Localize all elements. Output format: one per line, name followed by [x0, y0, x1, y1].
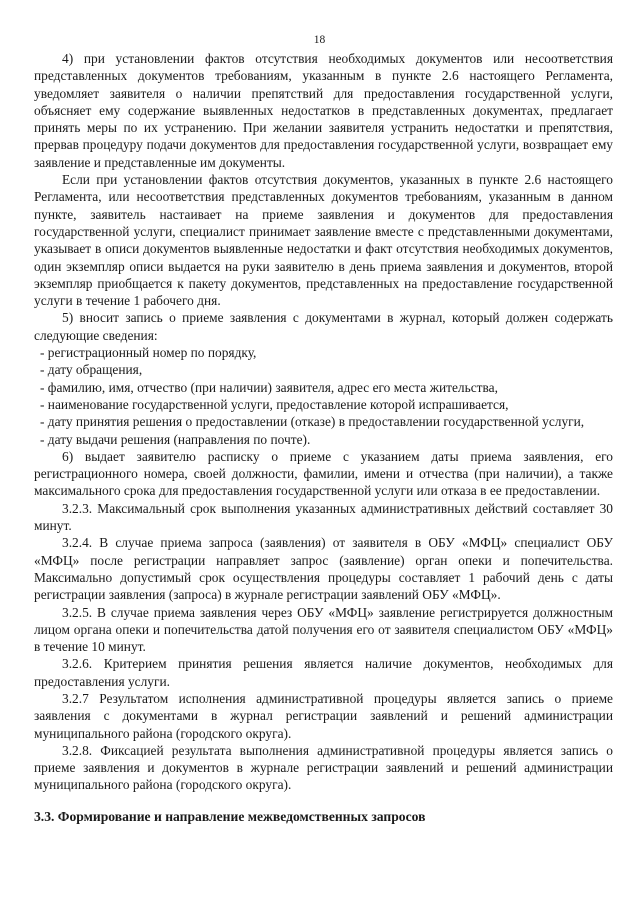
- paragraph-item-5: 5) вносит запись о приеме заявления с документами в журнал, который должен содержать следующие сведения:: [34, 310, 613, 343]
- page-number: 18: [313, 34, 326, 46]
- list-item: - фамилию, имя, отчество (при наличии) заявителя, адрес его места жительства,: [40, 379, 498, 395]
- paragraph-3-2-4: 3.2.4. В случае приема запроса (заявления) от заявителя в ОБУ «МФЦ» специалист ОБУ «МФЦ» после регистрации направляет запрос (заявление) орган опеки и попечительства. Максимально допустимый срок осуществления процедуры составляет 1 рабочий день с даты регистрации заявления (запроса) в журнале регистрации заявлений ОБУ «МФЦ».: [34, 535, 613, 603]
- document-body: [34, 50, 613, 825]
- paragraph-3-2-7: 3.2.7 Результатом исполнения административной процедуры является запись о приеме заявления с документами в журнал регистрации заявлений и решений администрации муниципального района (городского округа).: [34, 690, 613, 741]
- paragraph-3-2-3: 3.2.3. Максимальный срок выполнения указанных административных действий составляет 30 минут.: [34, 500, 613, 534]
- section-spacer: [34, 794, 613, 808]
- list-item: - дату обращения,: [40, 362, 143, 378]
- section-heading: 3.3. Формирование и направление межведомственных запросов: [34, 808, 426, 824]
- paragraph-item-6: 6) выдает заявителю расписку о приеме с указанием даты приема заявления, его регистрационного номера, своей должности, фамилии, имени и отчества (при наличии), а также максимального срока для предоставления государственной услуги или отказа в ее предоставлении.: [34, 448, 613, 499]
- paragraph-3-2-5: 3.2.5. В случае приема заявления через ОБУ «МФЦ» заявление регистрируется должностным лицом органа опеки и попечительства датой получения его от заявителя специалистом ОБУ «МФЦ» в течение 10 минут.: [34, 604, 613, 655]
- list-item: - дату принятия решения о предоставлении (отказе) в предоставлении государственной услуги,: [40, 414, 585, 430]
- paragraph-3-2-6: 3.2.6. Критерием принятия решения является наличие документов, необходимых для предоставления услуги.: [34, 656, 613, 689]
- paragraph-3-2-8: 3.2.8. Фиксацией результата выполнения административной процедуры является запись о приеме заявления и документов в журнале регистрации заявлений и решений администрации муниципального района (городского округа).: [34, 742, 613, 793]
- paragraph-missing-documents: Если при установлении фактов отсутствия документов, указанных в пункте 2.6 настоящего Регламента, или несоответствия представленных документов требованиям, указанным в данном пункте, заявитель настаивает на приеме заявления и документов для предоставления государственной услуги, специалист принимает заявление вместе с представленными документами, указывает в описи документов выявленные недостатки и факт отсутствия необходимых документов, один экземпляр описи выдается на руки заявителю в день приема заявления и документов, второй экземпляр приобщается к пакету документов, представленных на предоставление государственной услуги в течение 1 рабочего дня.: [34, 172, 613, 309]
- list-item: - наименование государственной услуги, предоставление которой испрашивается,: [40, 396, 509, 412]
- list-item: - дату выдачи решения (направления по почте).: [40, 431, 311, 447]
- list-item: - регистрационный номер по порядку,: [40, 345, 257, 361]
- paragraph-item-4: 4) при установлении фактов отсутствия необходимых документов или несоответствия представленных документов требованиям, указанным в пункте 2.6 настоящего Регламента, уведомляет заявителя о наличии препятствий для предоставления государственной услуги, объясняет ему содержание выявленных недостатков в представленных документах, предлагает принять меры по их устранению. При желании заявителя устранить недостатки и препятствия, прервав процедуру подачи документов для предоставления государственной услуги, возвращает ему заявление и представленные им документы.: [34, 51, 613, 170]
